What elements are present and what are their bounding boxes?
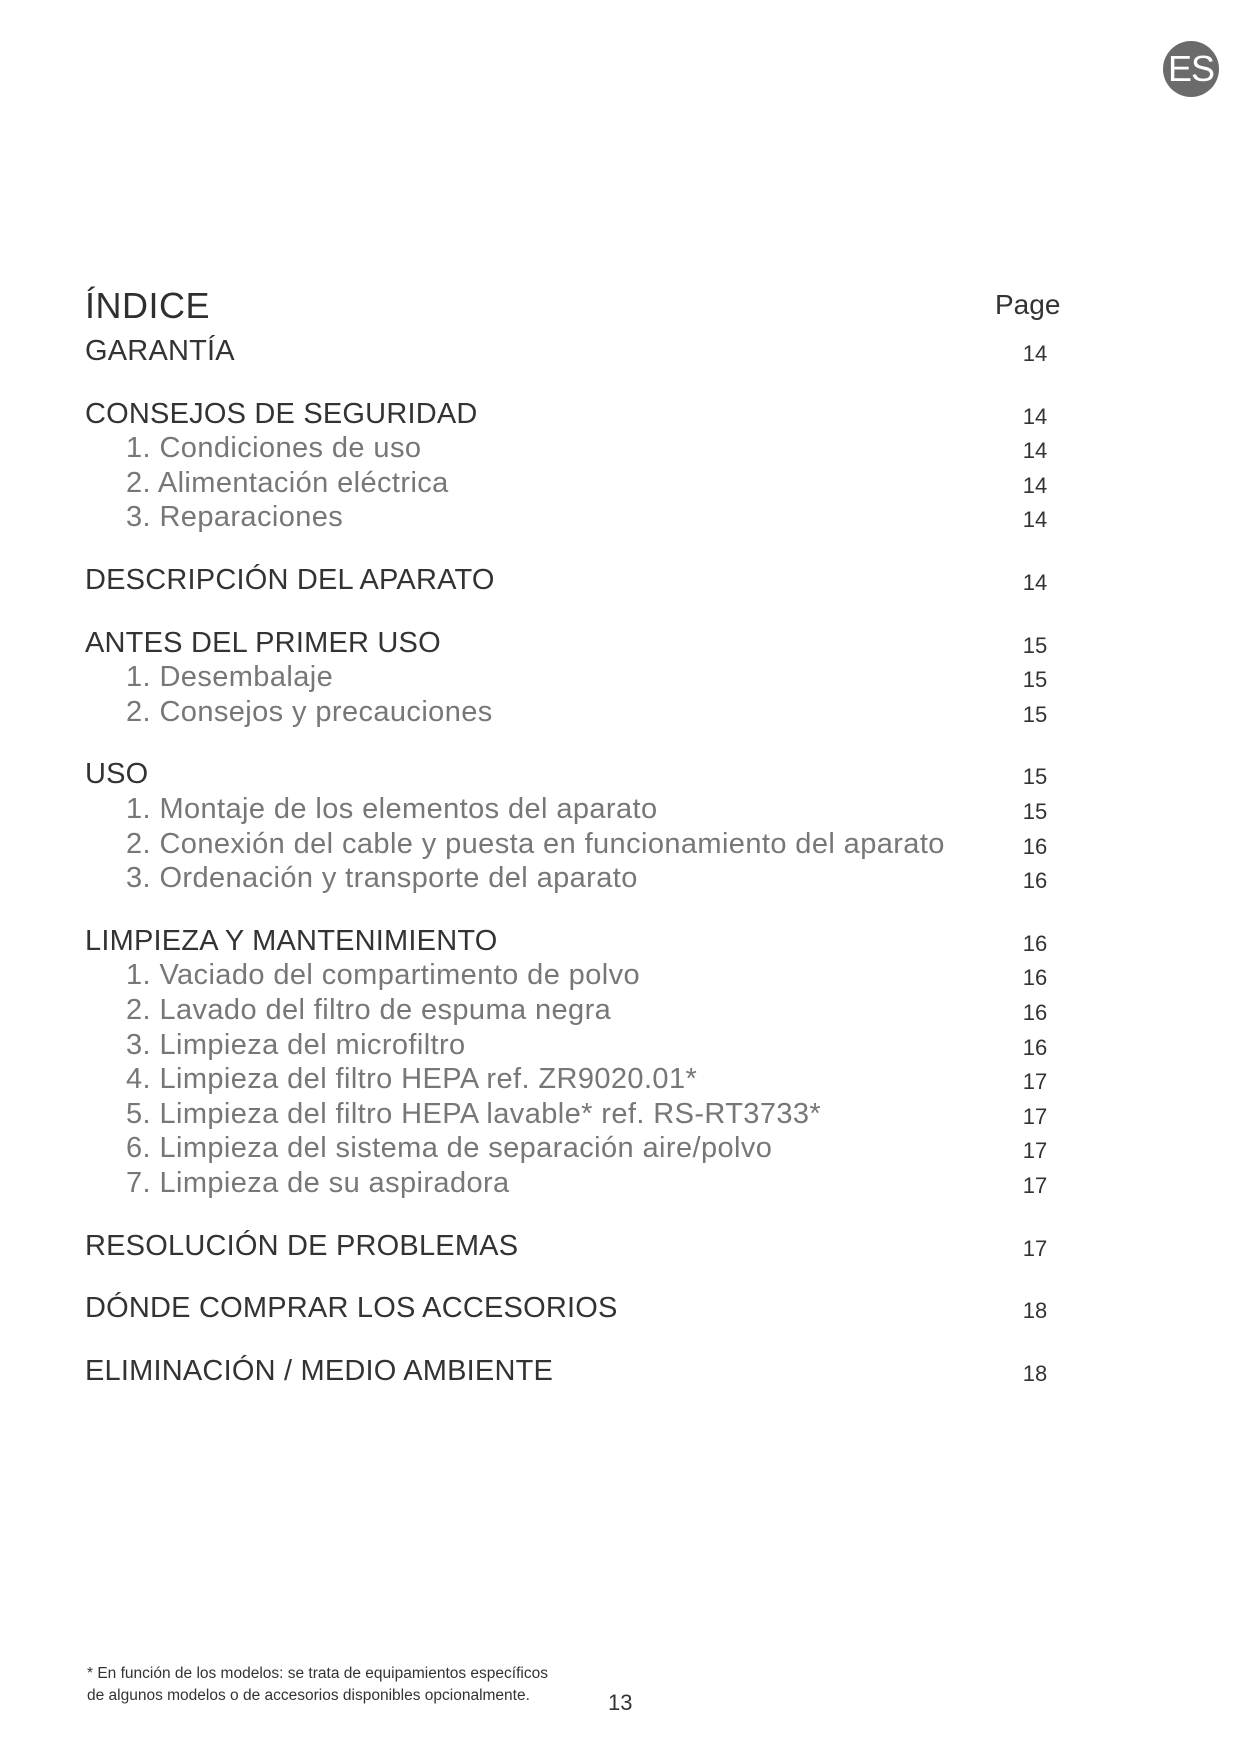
toc-entry-label: 4. Limpieza del filtro HEPA ref. ZR9020.01* (126, 1063, 698, 1095)
toc-subentry[interactable] (0, 432, 1240, 467)
language-badge: ES (1163, 41, 1219, 97)
toc-entry-label: 2. Consejos y precauciones (126, 696, 493, 728)
toc-entry-label: RESOLUCIÓN DE PROBLEMAS (85, 1230, 519, 1262)
footnote-line-1: * En función de los modelos: se trata de equipamientos específicos (87, 1665, 548, 1682)
toc-entry-label: DÓNDE COMPRAR LOS ACCESORIOS (85, 1292, 618, 1324)
toc-entry-label: 1. Desembalaje (126, 661, 334, 693)
toc-entry-page: 14 (1022, 570, 1048, 595)
toc-entry-page: 14 (1022, 341, 1048, 366)
toc-entry[interactable] (0, 564, 1240, 599)
toc-entry-page: 16 (1022, 1035, 1048, 1060)
toc-entry-label: 7. Limpieza de su aspiradora (126, 1167, 510, 1199)
toc-entry-page: 15 (1022, 667, 1048, 692)
toc-subentry[interactable] (0, 959, 1240, 994)
toc-entry-label: USO (85, 758, 149, 790)
toc-entry-page: 15 (1022, 764, 1048, 789)
toc-entry-page: 15 (1022, 799, 1048, 824)
toc-entry-page: 18 (1022, 1361, 1048, 1386)
toc-entry-label: 1. Condiciones de uso (126, 432, 422, 464)
toc-entry-label: DESCRIPCIÓN DEL APARATO (85, 564, 495, 596)
toc-entry-page: 17 (1022, 1069, 1048, 1094)
toc-subentry[interactable] (0, 862, 1240, 897)
footnote (87, 1663, 548, 1707)
toc-entry-page: 15 (1022, 633, 1048, 658)
toc-entry-page: 14 (1022, 473, 1048, 498)
toc-subentry[interactable] (0, 1029, 1240, 1064)
toc-entry-page: 14 (1022, 438, 1048, 463)
footnote-line-2: de algunos modelos o de accesorios disponibles opcionalmente. (87, 1687, 530, 1704)
toc-entry-page: 14 (1022, 404, 1048, 429)
toc-subentry[interactable] (0, 661, 1240, 696)
toc-entry-page: 17 (1022, 1138, 1048, 1163)
toc-entry-label: LIMPIEZA Y MANTENIMIENTO (85, 925, 498, 957)
toc-entry[interactable] (0, 758, 1240, 793)
toc-subentry[interactable] (0, 1167, 1240, 1202)
toc-entry[interactable] (0, 335, 1240, 370)
toc-entry[interactable] (0, 398, 1240, 433)
toc-entry-label: 2. Lavado del filtro de espuma negra (126, 994, 612, 1026)
toc-entry-label: 5. Limpieza del filtro HEPA lavable* ref. RS-RT3733* (126, 1098, 822, 1130)
toc-entry[interactable] (0, 1355, 1240, 1390)
toc-entry-page: 15 (1022, 702, 1048, 727)
toc-entry-page: 17 (1022, 1173, 1048, 1198)
toc-title: ÍNDICE (85, 285, 211, 326)
toc-entry-page: 14 (1022, 507, 1048, 532)
toc-subentry[interactable] (0, 793, 1240, 828)
toc-entry-label: 3. Limpieza del microfiltro (126, 1029, 466, 1061)
page-number: 13 (608, 1690, 633, 1715)
toc-entry-page: 18 (1022, 1298, 1048, 1323)
toc-entry-page: 17 (1022, 1236, 1048, 1261)
toc-entry[interactable] (0, 1230, 1240, 1265)
toc-entry-label: ELIMINACIÓN / MEDIO AMBIENTE (85, 1355, 554, 1387)
toc-subentry[interactable] (0, 696, 1240, 731)
toc-entry[interactable] (0, 627, 1240, 662)
toc-entry-label: 6. Limpieza del sistema de separación aire/polvo (126, 1132, 773, 1164)
toc-entry-label: 3. Reparaciones (126, 501, 344, 533)
toc-subentry[interactable] (0, 467, 1240, 502)
toc-entry-page: 16 (1022, 931, 1048, 956)
toc-subentry[interactable] (0, 994, 1240, 1029)
toc-subentry[interactable] (0, 828, 1240, 863)
toc-subentry[interactable] (0, 1098, 1240, 1133)
toc-entry-label: 2. Conexión del cable y puesta en funcionamiento del aparato (126, 828, 945, 860)
toc-subentry[interactable] (0, 501, 1240, 536)
toc-entry-label: 1. Montaje de los elementos del aparato (126, 793, 658, 825)
toc-entry-label: GARANTÍA (85, 335, 235, 367)
toc-entry-page: 16 (1022, 1000, 1048, 1025)
toc-entry-page: 16 (1022, 834, 1048, 859)
toc-entry-label: 3. Ordenación y transporte del aparato (126, 862, 638, 894)
toc-subentry[interactable] (0, 1132, 1240, 1167)
page-column-label: Page (995, 289, 1061, 320)
toc-entry-label: ANTES DEL PRIMER USO (85, 627, 441, 659)
toc-entry-page: 16 (1022, 868, 1048, 893)
toc-entry[interactable] (0, 925, 1240, 960)
toc-entry-page: 17 (1022, 1104, 1048, 1129)
toc-entry[interactable] (0, 1292, 1240, 1327)
toc-entry-label: 2. Alimentación eléctrica (126, 467, 449, 499)
toc-entry-label: 1. Vaciado del compartimento de polvo (126, 959, 641, 991)
toc-entry-page: 16 (1022, 965, 1048, 990)
toc-entry-label: CONSEJOS DE SEGURIDAD (85, 398, 478, 430)
toc-subentry[interactable] (0, 1063, 1240, 1098)
